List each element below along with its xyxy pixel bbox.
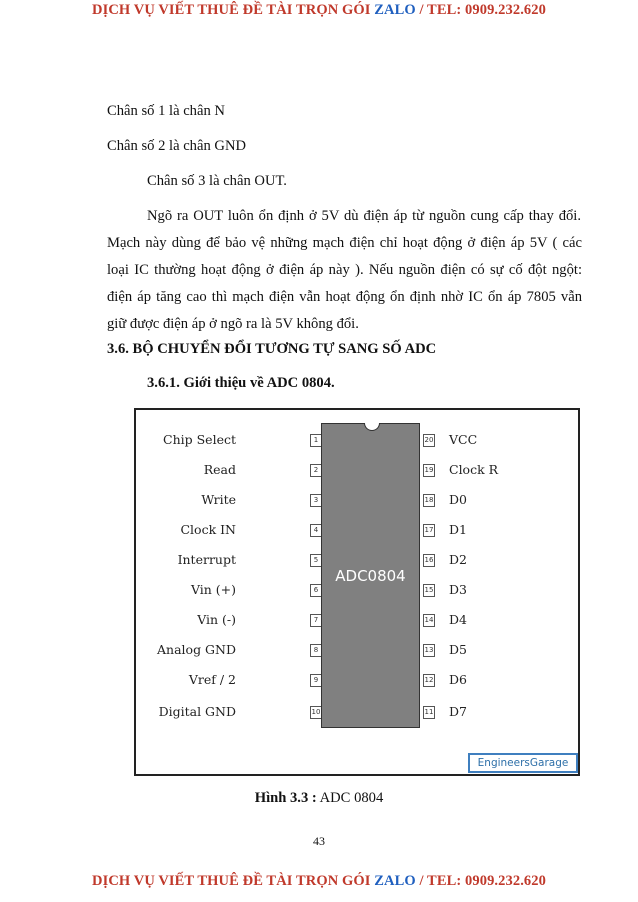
left-pin-label: Vref / 2 bbox=[188, 672, 236, 687]
chip-body bbox=[321, 423, 420, 728]
section-heading: 3.6. BỘ CHUYỂN ĐỔI TƯƠNG TỰ SANG SỐ ADC bbox=[107, 341, 437, 357]
caption-text: ADC 0804 bbox=[316, 790, 384, 806]
pin-number: 3 bbox=[310, 494, 322, 507]
pin-number: 19 bbox=[423, 464, 435, 477]
pin-number: 1 bbox=[310, 434, 322, 447]
paragraph-line: loại IC thường hoạt động ở điện áp này ). Nếu nguồn điện có sự cố đột ngột: bbox=[107, 262, 582, 278]
banner-zalo: ZALO bbox=[374, 873, 416, 889]
right-pin-label: D3 bbox=[449, 582, 467, 597]
adc0804-pinout-figure bbox=[134, 408, 580, 776]
left-pin-label: Vin (+) bbox=[190, 582, 236, 597]
left-pin-label: Chip Select bbox=[163, 432, 236, 447]
right-pin-label: D0 bbox=[449, 492, 467, 507]
left-pin-label: Interrupt bbox=[177, 552, 236, 567]
pin1-line: Chân số 1 là chân N bbox=[107, 103, 225, 119]
pin3-line: Chân số 3 là chân OUT. bbox=[147, 173, 287, 189]
pin-number: 11 bbox=[423, 706, 435, 719]
paragraph-line: giữ được điện áp ở ngõ ra là 5V không đổi. bbox=[107, 316, 359, 332]
right-pin-label: D4 bbox=[449, 612, 467, 627]
left-pin-label: Clock IN bbox=[180, 522, 236, 537]
subsection-heading: 3.6.1. Giới thiệu về ADC 0804. bbox=[147, 375, 335, 391]
banner-text: DỊCH VỤ VIẾT THUÊ ĐỀ TÀI TRỌN GÓI bbox=[92, 2, 375, 18]
page-number: 43 bbox=[313, 834, 325, 848]
right-pin-label: D1 bbox=[449, 522, 467, 537]
pin-number: 12 bbox=[423, 674, 435, 687]
chip-label: ADC0804 bbox=[335, 567, 406, 585]
pin-number: 15 bbox=[423, 584, 435, 597]
pin-number: 17 bbox=[423, 524, 435, 537]
right-pin-label: D6 bbox=[449, 672, 467, 687]
right-pin-label: D7 bbox=[449, 704, 467, 719]
pin-number: 7 bbox=[310, 614, 322, 627]
left-pin-label: Digital GND bbox=[158, 704, 236, 719]
paragraph-line: điện áp tăng cao thì mạch điện vẫn hoạt động ổn định nhờ IC ổn áp 7805 vẫn bbox=[107, 289, 582, 305]
header-banner bbox=[0, 2, 638, 19]
chip-notch bbox=[364, 423, 380, 431]
pin-number: 13 bbox=[423, 644, 435, 657]
left-pin-label: Vin (-) bbox=[197, 612, 236, 627]
left-pin-label: Analog GND bbox=[157, 642, 236, 657]
pin-number: 14 bbox=[423, 614, 435, 627]
right-pin-label: VCC bbox=[449, 432, 478, 447]
pin-number: 10 bbox=[310, 706, 322, 719]
banner-zalo: ZALO bbox=[374, 2, 416, 18]
footer-banner bbox=[0, 873, 638, 890]
pin-number: 16 bbox=[423, 554, 435, 567]
pin-number: 6 bbox=[310, 584, 322, 597]
right-pin-label: D5 bbox=[449, 642, 467, 657]
caption-label: Hình 3.3 : bbox=[254, 790, 317, 806]
pin-number: 9 bbox=[310, 674, 322, 687]
left-pin-label: Write bbox=[201, 492, 236, 507]
banner-text: DỊCH VỤ VIẾT THUÊ ĐỀ TÀI TRỌN GÓI bbox=[92, 873, 375, 889]
pin-number: 5 bbox=[310, 554, 322, 567]
right-pin-label: D2 bbox=[449, 552, 467, 567]
pin-number: 4 bbox=[310, 524, 322, 537]
pin2-line: Chân số 2 là chân GND bbox=[107, 138, 247, 154]
pin-number: 8 bbox=[310, 644, 322, 657]
pin-number: 18 bbox=[423, 494, 435, 507]
banner-tel: / TEL: 0909.232.620 bbox=[415, 873, 546, 889]
engineersgarage-logo: EngineersGarage bbox=[468, 753, 578, 773]
right-pin-label: Clock R bbox=[449, 462, 499, 477]
pin-number: 2 bbox=[310, 464, 322, 477]
pin-number: 20 bbox=[423, 434, 435, 447]
banner-tel: / TEL: 0909.232.620 bbox=[415, 2, 546, 18]
paragraph-line: Ngõ ra OUT luôn ổn định ở 5V dù điện áp từ nguồn cung cấp thay đổi. bbox=[147, 208, 581, 224]
paragraph-line: Mạch này dùng để bảo vệ những mạch điện chỉ hoạt động ở điện áp 5V ( các bbox=[107, 235, 582, 251]
left-pin-label: Read bbox=[203, 462, 236, 477]
figure-caption bbox=[0, 790, 638, 807]
